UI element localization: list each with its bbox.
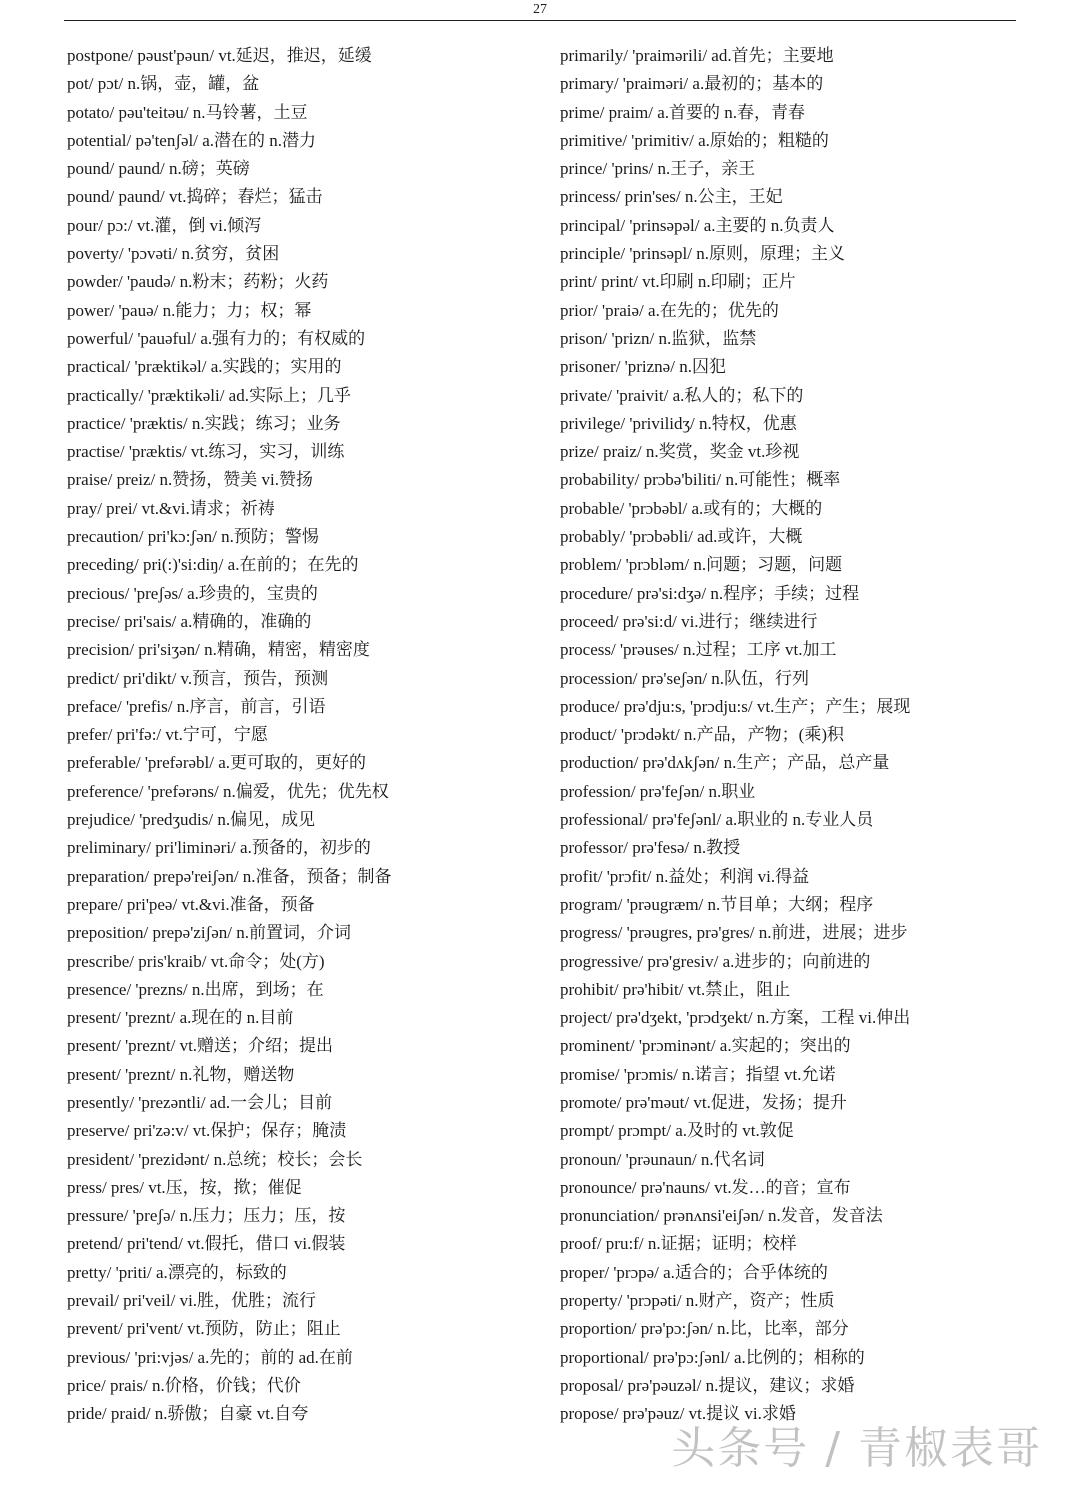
vocab-entry: proof/ pru:f/ n.证据；证明；校样 bbox=[560, 1234, 797, 1254]
vocab-entry: product/ 'prɔdəkt/ n.产品，产物；(乘)积 bbox=[560, 725, 844, 745]
vocab-entry: preliminary/ pri'liminəri/ a.预备的，初步的 bbox=[67, 838, 371, 858]
vocab-entry: pretty/ 'priti/ a.漂亮的，标致的 bbox=[67, 1262, 287, 1282]
vocab-entry: preceding/ pri(:)'si:diŋ/ a.在前的；在先的 bbox=[67, 555, 359, 575]
vocab-entry: postpone/ pəust'pəun/ vt.延迟，推迟，延缓 bbox=[67, 46, 372, 65]
vocab-entry: potential/ pə'tenʃəl/ a.潜在的 n.潜力 bbox=[67, 130, 317, 150]
vocab-entry: probably/ 'prɔbəbli/ ad.或许，大概 bbox=[560, 527, 803, 547]
vocab-entry: profession/ prə'feʃən/ n.职业 bbox=[560, 781, 756, 801]
vocab-entry: predict/ pri'dikt/ v.预言，预告，预测 bbox=[67, 668, 329, 688]
vocab-entry: proper/ 'prɔpə/ a.适合的；合乎体统的 bbox=[560, 1262, 828, 1282]
vocab-entry: press/ pres/ vt.压，按，揿；催促 bbox=[67, 1177, 302, 1197]
vocab-entry: primary/ 'praiməri/ a.最初的；基本的 bbox=[560, 74, 824, 94]
vocab-entry: privilege/ 'privilidʒ/ n.特权，优惠 bbox=[560, 413, 797, 433]
vocab-entry: principal/ 'prinsəpəl/ a.主要的 n.负责人 bbox=[560, 215, 835, 235]
vocab-entry: pressure/ 'preʃə/ n.压力；压力；压，按 bbox=[67, 1206, 346, 1226]
vocab-entry: praise/ preiz/ n.赞扬，赞美 vi.赞扬 bbox=[67, 470, 313, 490]
vocab-entry: practice/ 'præktis/ n.实践；练习；业务 bbox=[67, 413, 341, 433]
vocab-entry: preparation/ prepə'reiʃən/ n.准备，预备；制备 bbox=[67, 866, 392, 886]
vocab-entry: pronounce/ prə'nauns/ vt.发…的音；宣布 bbox=[560, 1177, 851, 1197]
vocab-entry: professional/ prə'feʃənl/ a.职业的 n.专业人员 bbox=[560, 810, 874, 830]
vocab-entry: promote/ prə'məut/ vt.促进，发扬；提升 bbox=[560, 1092, 847, 1112]
vocab-entry: pretend/ pri'tend/ vt.假托，借口 vi.假装 bbox=[67, 1234, 346, 1254]
vocab-entry: progressive/ prə'gresiv/ a.进步的；向前进的 bbox=[560, 951, 871, 971]
vocab-entry: probability/ prɔbə'biliti/ n.可能性；概率 bbox=[560, 470, 841, 490]
vocab-entry: presence/ 'prezns/ n.出席，到场；在 bbox=[67, 979, 324, 999]
vocab-entry: prohibit/ prə'hibit/ vt.禁止，阻止 bbox=[560, 979, 791, 999]
vocab-entry: prison/ 'prizn/ n.监狱，监禁 bbox=[560, 328, 757, 348]
vocab-entry: prize/ praiz/ n.奖赏，奖金 vt.珍视 bbox=[560, 442, 800, 462]
vocab-entry: practically/ 'præktikəli/ ad.实际上；几乎 bbox=[67, 385, 351, 405]
vocab-entry: present/ 'preznt/ n.礼物，赠送物 bbox=[67, 1064, 295, 1084]
vocab-entry: produce/ prə'dju:s, 'prɔdju:s/ vt.生产；产生；展现 bbox=[560, 696, 911, 716]
vocab-entry: property/ 'prɔpəti/ n.财产，资产；性质 bbox=[560, 1291, 835, 1311]
vocab-entry: proportion/ prə'pɔ:ʃən/ n.比，比率，部分 bbox=[560, 1319, 849, 1339]
vocab-entry: pronunciation/ prənʌnsi'eiʃən/ n.发音，发音法 bbox=[560, 1206, 883, 1226]
vocab-entry: project/ prə'dʒekt, 'prɔdʒekt/ n.方案，工程 vi.伸出 bbox=[560, 1008, 911, 1028]
vocab-entry: process/ 'prəuses/ n.过程；工序 vt.加工 bbox=[560, 640, 837, 660]
vocab-entry: proportional/ prə'pɔ:ʃənl/ a.比例的；相称的 bbox=[560, 1347, 865, 1367]
vocab-entry: practise/ 'præktis/ vt.练习，实习，训练 bbox=[67, 442, 345, 462]
vocab-entry: prescribe/ pris'kraib/ vt.命令；处(方) bbox=[67, 951, 325, 971]
vocab-entry: propose/ prə'pəuz/ vt.提议 vi.求婚 bbox=[560, 1404, 796, 1424]
vocab-entry: preface/ 'prefis/ n.序言，前言，引语 bbox=[67, 696, 326, 716]
vocab-entry: primitive/ 'primitiv/ a.原始的；粗糙的 bbox=[560, 130, 829, 150]
vocab-entry: powder/ 'paudə/ n.粉末；药粉；火药 bbox=[67, 272, 329, 292]
vocab-entry: promise/ 'prɔmis/ n.诺言；指望 vt.允诺 bbox=[560, 1064, 836, 1084]
vocab-entry: proceed/ prə'si:d/ vi.进行；继续进行 bbox=[560, 611, 818, 631]
vocab-entry: pound/ paund/ n.磅；英磅 bbox=[67, 159, 250, 179]
vocab-entry: pride/ praid/ n.骄傲；自豪 vt.自夸 bbox=[67, 1404, 309, 1424]
vocab-entry: prime/ praim/ a.首要的 n.春，青春 bbox=[560, 102, 806, 122]
vocab-entry: presently/ 'prezəntli/ ad.一会儿；目前 bbox=[67, 1092, 333, 1112]
vocab-entry: preserve/ pri'zə:v/ vt.保护；保存；腌渍 bbox=[67, 1121, 347, 1141]
vocab-entry: president/ 'prezidənt/ n.总统；校长；会长 bbox=[67, 1149, 363, 1169]
vocab-entry: power/ 'pauə/ n.能力；力；权；幂 bbox=[67, 300, 312, 320]
vocab-entry: professor/ prə'fesə/ n.教授 bbox=[560, 838, 741, 858]
vocab-entry: precise/ pri'sais/ a.精确的，准确的 bbox=[67, 611, 312, 631]
vocab-entry: pot/ pɔt/ n.锅，壶，罐，盆 bbox=[67, 74, 260, 94]
vocab-entry: price/ prais/ n.价格，价钱；代价 bbox=[67, 1375, 301, 1395]
vocab-entry: prevail/ pri'veil/ vi.胜，优胜；流行 bbox=[67, 1291, 317, 1311]
vocab-entry: present/ 'preznt/ a.现在的 n.目前 bbox=[67, 1008, 294, 1028]
vocab-entry: prior/ 'praiə/ a.在先的；优先的 bbox=[560, 300, 779, 320]
vocab-entry: pound/ paund/ vt.捣碎；舂烂；猛击 bbox=[67, 187, 323, 207]
vocab-entry: previous/ 'pri:vjəs/ a.先的；前的 ad.在前 bbox=[67, 1347, 353, 1367]
vocab-entry: prefer/ pri'fə:/ vt.宁可，宁愿 bbox=[67, 725, 268, 745]
vocab-entry: profit/ 'prɔfit/ n.益处；利润 vi.得益 bbox=[560, 866, 810, 886]
vocab-entry: principle/ 'prinsəpl/ n.原则，原理；主义 bbox=[560, 244, 845, 264]
page-number: 27 bbox=[533, 2, 547, 17]
vocab-entry: program/ 'prəugræm/ n.节目单；大纲；程序 bbox=[560, 894, 874, 914]
vocab-entry: poverty/ 'pɔvəti/ n.贫穷，贫困 bbox=[67, 244, 280, 264]
vocab-entry: pray/ prei/ vt.&vi.请求；祈祷 bbox=[67, 498, 275, 518]
vocab-entry: probable/ 'prɔbəbl/ a.或有的；大概的 bbox=[560, 498, 823, 518]
vocab-entry: print/ print/ vt.印刷 n.印刷；正片 bbox=[560, 272, 796, 292]
vocab-entry: preposition/ prepə'ziʃən/ n.前置词，介词 bbox=[67, 923, 351, 943]
vocab-entry: practical/ 'præktikəl/ a.实践的；实用的 bbox=[67, 357, 342, 377]
vocab-entry: procession/ prə'seʃən/ n.队伍，行列 bbox=[560, 668, 810, 688]
vocab-entry: prisoner/ 'priznə/ n.囚犯 bbox=[560, 357, 726, 377]
vocab-entry: primarily/ 'praimərili/ ad.首先；主要地 bbox=[560, 46, 834, 65]
vocab-entry: precious/ 'preʃəs/ a.珍贵的，宝贵的 bbox=[67, 583, 318, 603]
vocab-entry: present/ 'preznt/ vt.赠送；介绍；提出 bbox=[67, 1036, 334, 1056]
right-word-column bbox=[560, 42, 1030, 1429]
vocab-entry: prejudice/ 'predʒudis/ n.偏见，成见 bbox=[67, 810, 316, 830]
vocab-entry: precaution/ pri'kɔ:ʃən/ n.预防；警惕 bbox=[67, 527, 319, 547]
vocab-entry: procedure/ prə'si:dʒə/ n.程序；手续；过程 bbox=[560, 583, 860, 603]
vocab-entry: potato/ pəu'teitəu/ n.马铃薯，土豆 bbox=[67, 102, 308, 122]
vocab-entry: prominent/ 'prɔminənt/ a.实起的；突出的 bbox=[560, 1036, 851, 1056]
vocab-entry: preference/ 'prefərəns/ n.偏爱，优先；优先权 bbox=[67, 781, 389, 801]
vocab-entry: pour/ pɔ:/ vt.灌，倒 vi.倾泻 bbox=[67, 215, 262, 235]
vocab-entry: problem/ 'prɔbləm/ n.问题；习题，问题 bbox=[560, 555, 843, 575]
vocab-entry: princess/ prin'ses/ n.公主，王妃 bbox=[560, 187, 783, 207]
vocab-entry: progress/ 'prəugres, prə'gres/ n.前进，进展；进步 bbox=[560, 923, 908, 943]
vocab-entry: precision/ pri'siʒən/ n.精确，精密，精密度 bbox=[67, 640, 370, 660]
vocab-entry: preferable/ 'prefərəbl/ a.更可取的，更好的 bbox=[67, 753, 367, 773]
vocab-entry: prepare/ pri'peə/ vt.&vi.准备，预备 bbox=[67, 894, 315, 914]
header-rule bbox=[64, 20, 1016, 21]
vocab-entry: private/ 'praivit/ a.私人的；私下的 bbox=[560, 385, 804, 405]
left-word-column bbox=[67, 42, 537, 1429]
vocab-entry: pronoun/ 'prəunaun/ n.代名词 bbox=[560, 1149, 765, 1169]
vocab-entry: production/ prə'dʌkʃən/ n.生产；产品，总产量 bbox=[560, 753, 890, 773]
vocab-entry: prompt/ prɔmpt/ a.及时的 vt.敦促 bbox=[560, 1121, 794, 1141]
watermark: 头条号 / 青椒表哥 bbox=[671, 1423, 1042, 1474]
vocab-entry: powerful/ 'pauəful/ a.强有力的；有权威的 bbox=[67, 328, 366, 348]
vocab-entry: prince/ 'prins/ n.王子，亲王 bbox=[560, 159, 756, 179]
vocab-entry: prevent/ pri'vent/ vt.预防，防止；阻止 bbox=[67, 1319, 341, 1339]
vocab-entry: proposal/ prə'pəuzəl/ n.提议，建议；求婚 bbox=[560, 1375, 855, 1395]
